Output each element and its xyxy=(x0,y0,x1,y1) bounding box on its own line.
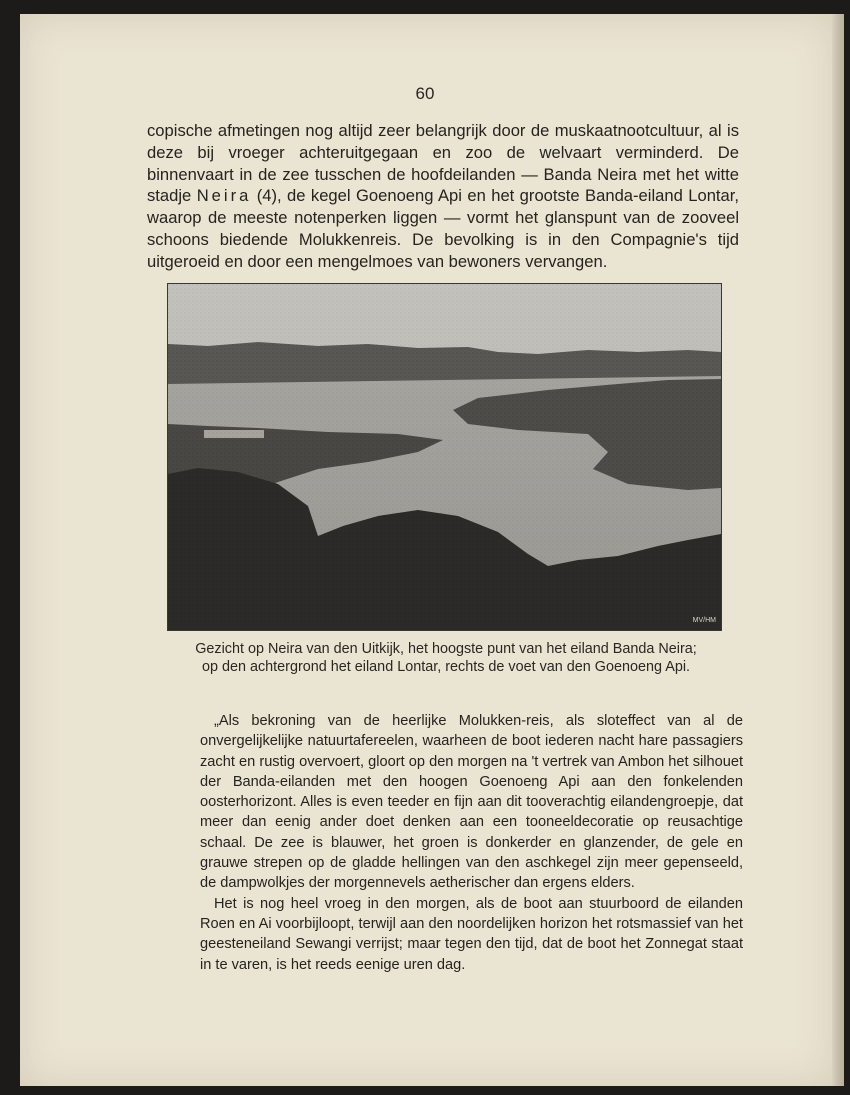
quote-section xyxy=(200,711,743,975)
page-edge xyxy=(832,14,844,1086)
landscape-photo xyxy=(167,283,722,631)
page-number: 60 xyxy=(415,84,435,103)
photo-signature: MV/HM xyxy=(692,617,716,624)
quote-paragraph: „Als bekroning van de heerlijke Molukken-reis, als sloteffect van al de onvergelijkelijke natuurtafereelen, waarheen de boot iederen nacht hare passagiers zacht en rustig overvoert, gloort op den morgen na 't vertrek van Ambon het silhouet der Banda-eilanden met den hoogen Goenoeng Api aan den fonkelenden oosterhorizont. Alles is even teeder en fijn aan dit tooverachtig eilandengroepje, dat meer dan eenig ander doet denken aan een tooneeldecoratie op reusachtige schaal. De zee is blauwer, het groen is donkerder en glanzender, de gele en grauwe strepen op de gladde hellingen van den aschkegel zijn meer gepenseeld, de dampwolkjes der morgennevels aetherischer dan ergens elders. xyxy=(200,713,743,892)
intro-text-1: copische afmetingen nog altijd zeer belangrijk door de muskaatnootcultuur, al is deze bij vroeger achteruitgegaan en zoo de welvaart verminderd. De binnenvaart in de zee tusschen de hoofdeilanden — Banda Neira met het witte stadje xyxy=(147,121,739,206)
photo-caption: Gezicht op Neira van den Uitkijk, het hoogste punt van het eiland Banda Neira; op den achtergrond het eiland Lontar, rechts de voet van den Goenoeng Api. xyxy=(195,641,697,675)
quote-paragraph: Het is nog heel vroeg in den morgen, als de boot aan stuurboord de eilanden Roen en Ai voorbijloopt, terwijl aan den noordelijken horizon het rotsmassief van het geesteneiland Sewangi verrijst; maar tegen den tijd, dat de boot het Zonnegat staat in te varen, is het reeds eenige uren dag. xyxy=(200,895,743,973)
intro-text-2: (4), de kegel Goenoeng Api en het grootste Banda-eiland Lontar, waarop de meeste notenperken liggen — vormt het glanspunt van de zooveel schoons biedende Molukkenreis. De bevolking is in den Compagnie's tijd uitgeroeid en door een mengelmoes van bewoners vervangen. xyxy=(147,186,739,271)
intro-text-neira: Neira xyxy=(196,186,252,206)
intro-paragraph xyxy=(147,120,739,273)
